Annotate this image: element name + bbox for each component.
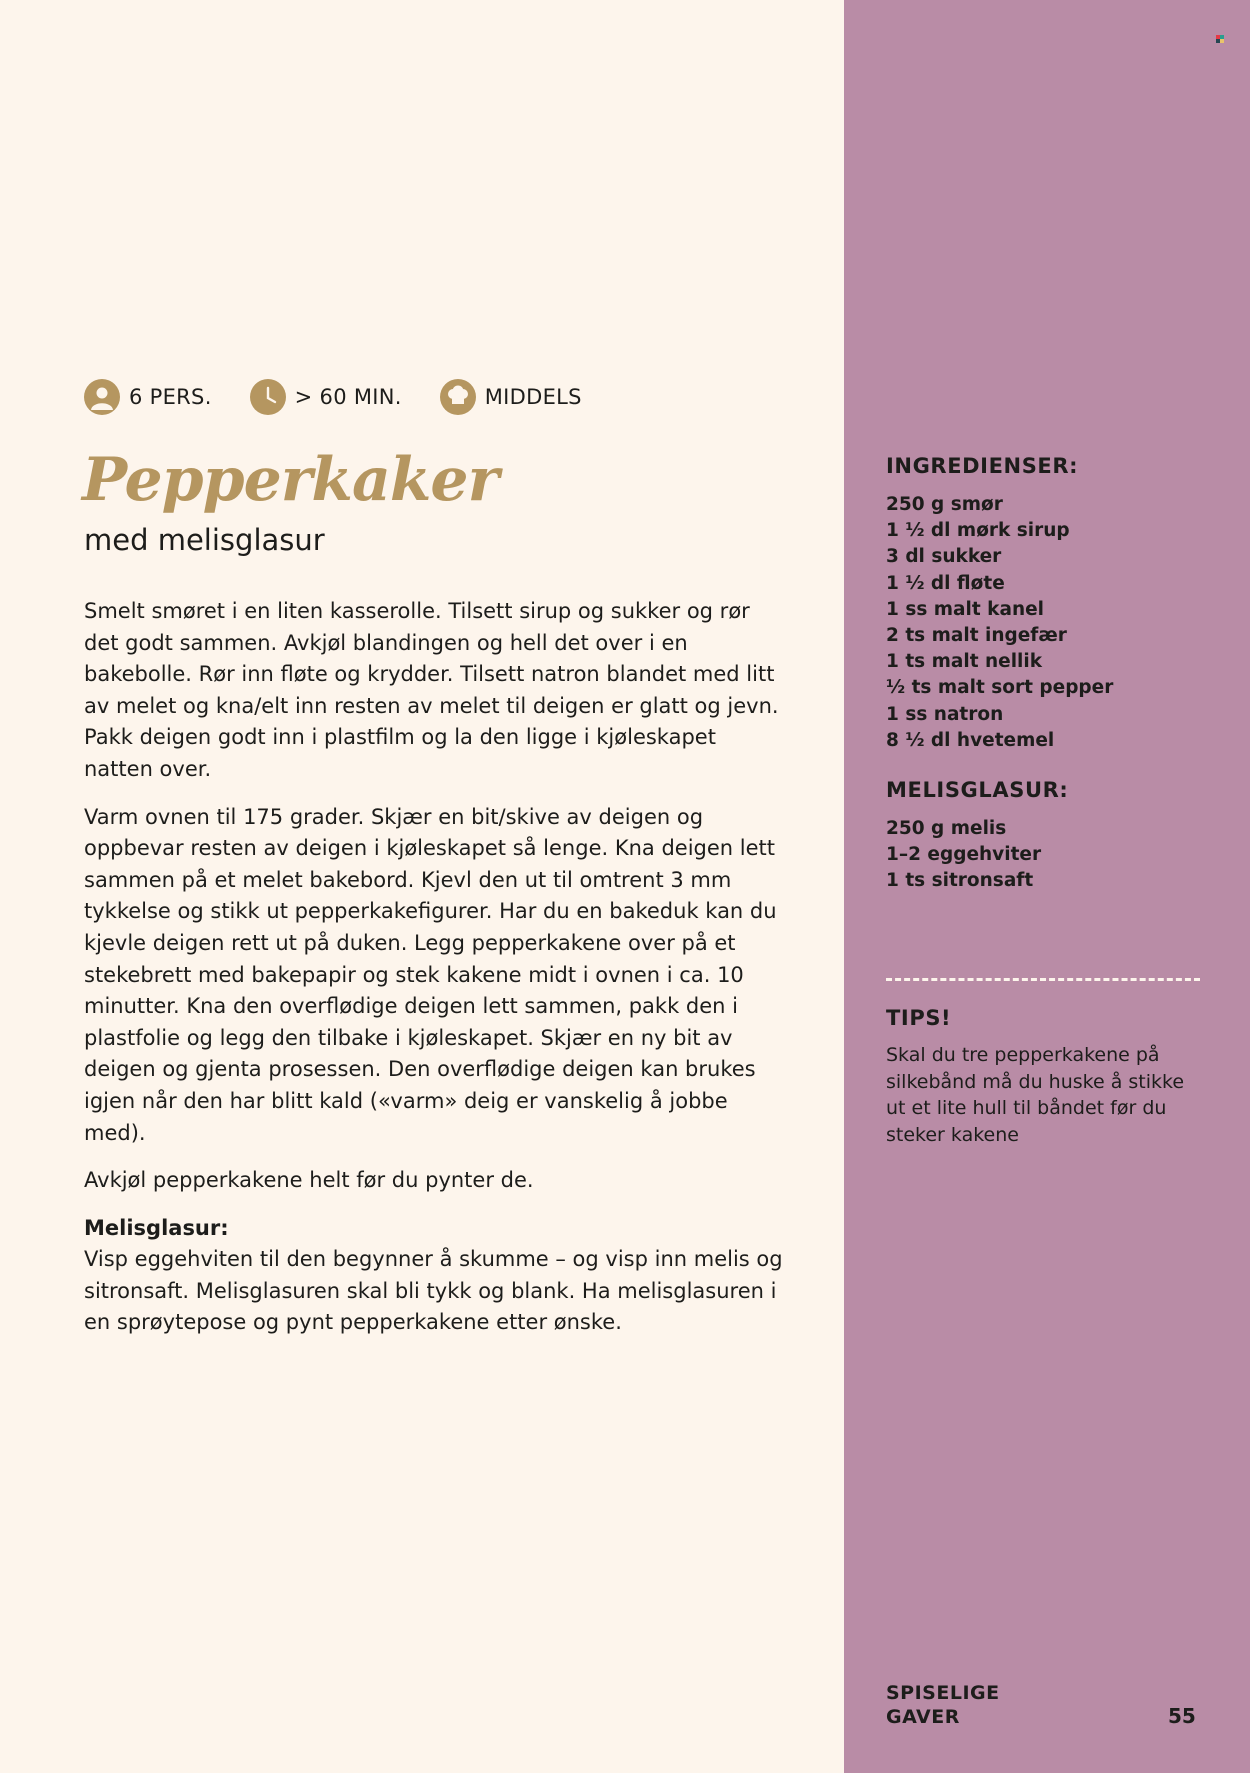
page-number: 55 bbox=[1168, 1704, 1196, 1728]
recipe-title: Pepperkaker bbox=[82, 445, 499, 515]
recipe-meta bbox=[84, 378, 620, 416]
ingredient-item: 1 ts malt nellik bbox=[886, 651, 1043, 673]
ingredient-item: 1 ½ dl mørk sirup bbox=[886, 520, 1070, 542]
tips-box bbox=[886, 1002, 1206, 1148]
time-info bbox=[250, 379, 402, 415]
ingredient-item: 250 g smør bbox=[886, 494, 1003, 515]
recipe-subtitle: med melisglasur bbox=[84, 523, 325, 557]
glaze-instructions: Visp eggehviten til den begynner å skumme – og visp inn melis og sitronsaft. Melisglasuren skal bli tykk og blank. Ha melisglasuren i en sprøytepose og pynt pepperkakene etter ønske. bbox=[84, 1247, 783, 1335]
servings-text: 6 PERS. bbox=[129, 385, 212, 409]
person-icon bbox=[84, 379, 120, 415]
ingredient-item: 2 ts malt ingefær bbox=[886, 625, 1067, 647]
glaze-ingredients-list bbox=[886, 816, 1216, 895]
ingredients-list bbox=[886, 492, 1216, 754]
registration-mark-icon bbox=[1216, 35, 1224, 43]
ingredient-item: ½ ts malt sort pepper bbox=[886, 677, 1114, 699]
time-text: > 60 MIN. bbox=[294, 385, 402, 409]
clock-icon bbox=[250, 379, 286, 415]
section-label-line: GAVER bbox=[886, 1706, 960, 1728]
ingredient-item: 1 ½ dl fløte bbox=[886, 572, 1005, 594]
ingredient-item: 8 ½ dl hvetemel bbox=[886, 729, 1055, 751]
difficulty-text: MIDDELS bbox=[484, 385, 582, 409]
glaze-ingredients-heading: MELISGLASUR: bbox=[886, 778, 1069, 803]
tips-heading: TIPS! bbox=[886, 1006, 952, 1030]
instruction-paragraph: Avkjøl pepperkakene helt før du pynter de. bbox=[84, 1168, 534, 1193]
ingredient-item: 1 ts sitronsaft bbox=[886, 870, 1034, 892]
section-label-line: SPISELIGE bbox=[886, 1682, 1000, 1704]
tips-text: Skal du tre pepperkakene på silkebånd må du huske å stikke ut et lite hull til båndet før du steker kakene bbox=[886, 1044, 1185, 1146]
difficulty-info bbox=[440, 379, 582, 415]
ingredient-item: 1 ss natron bbox=[886, 703, 1004, 725]
instruction-paragraph: Smelt smøret i en liten kasserolle. Tilsett sirup og sukker og rør det godt sammen. Avkjøl blandingen og hell det over i en bakebolle. Rør inn fløte og krydder. Tilsett natron blandet med litt av melet og kna/elt inn resten av melet til deigen er glatt og jevn. Pakk deigen godt inn i plastfilm og la den ligge i kjøleskapet natten over. bbox=[84, 599, 779, 781]
ingredients-panel bbox=[886, 450, 1216, 915]
instruction-paragraph: Varm ovnen til 175 grader. Skjær en bit/skive av deigen og oppbevar resten av deigen i kjøleskapet så lenge. Kna deigen lett sammen på et melet bakebord. Kjevl den ut til omtrent 3 mm tykkelse og stikk ut pepperkakefigurer. Har du en bakeduk kan du kjevle deigen rett ut på duken. Legg pepperkakene over på et stekebrett med bakepapir og stek kakene midt i ovnen i ca. 10 minutter. Kna den overflødige deigen lett sammen, pakk den i plastfolie og legg den tilbake i kjøleskapet. Skjær en ny bit av deigen og gjenta prosessen. Den overflødige deigen kan brukes igjen når den har blitt kald («varm» deig er vanskelig å jobbe med). bbox=[84, 804, 777, 1145]
ingredient-item: 1 ss malt kanel bbox=[886, 598, 1045, 620]
ingredient-item: 250 g melis bbox=[886, 818, 1007, 840]
chef-hat-icon bbox=[440, 379, 476, 415]
ingredient-item: 1–2 eggehviter bbox=[886, 844, 1042, 866]
ingredient-item: 3 dl sukker bbox=[886, 546, 1002, 568]
dashed-divider bbox=[886, 978, 1200, 981]
ingredients-heading: INGREDIENSER: bbox=[886, 454, 1079, 478]
servings-info bbox=[84, 379, 212, 415]
glaze-heading: Melisglasur: bbox=[84, 1215, 229, 1240]
section-label bbox=[886, 1681, 1000, 1729]
recipe-instructions bbox=[84, 596, 784, 1355]
